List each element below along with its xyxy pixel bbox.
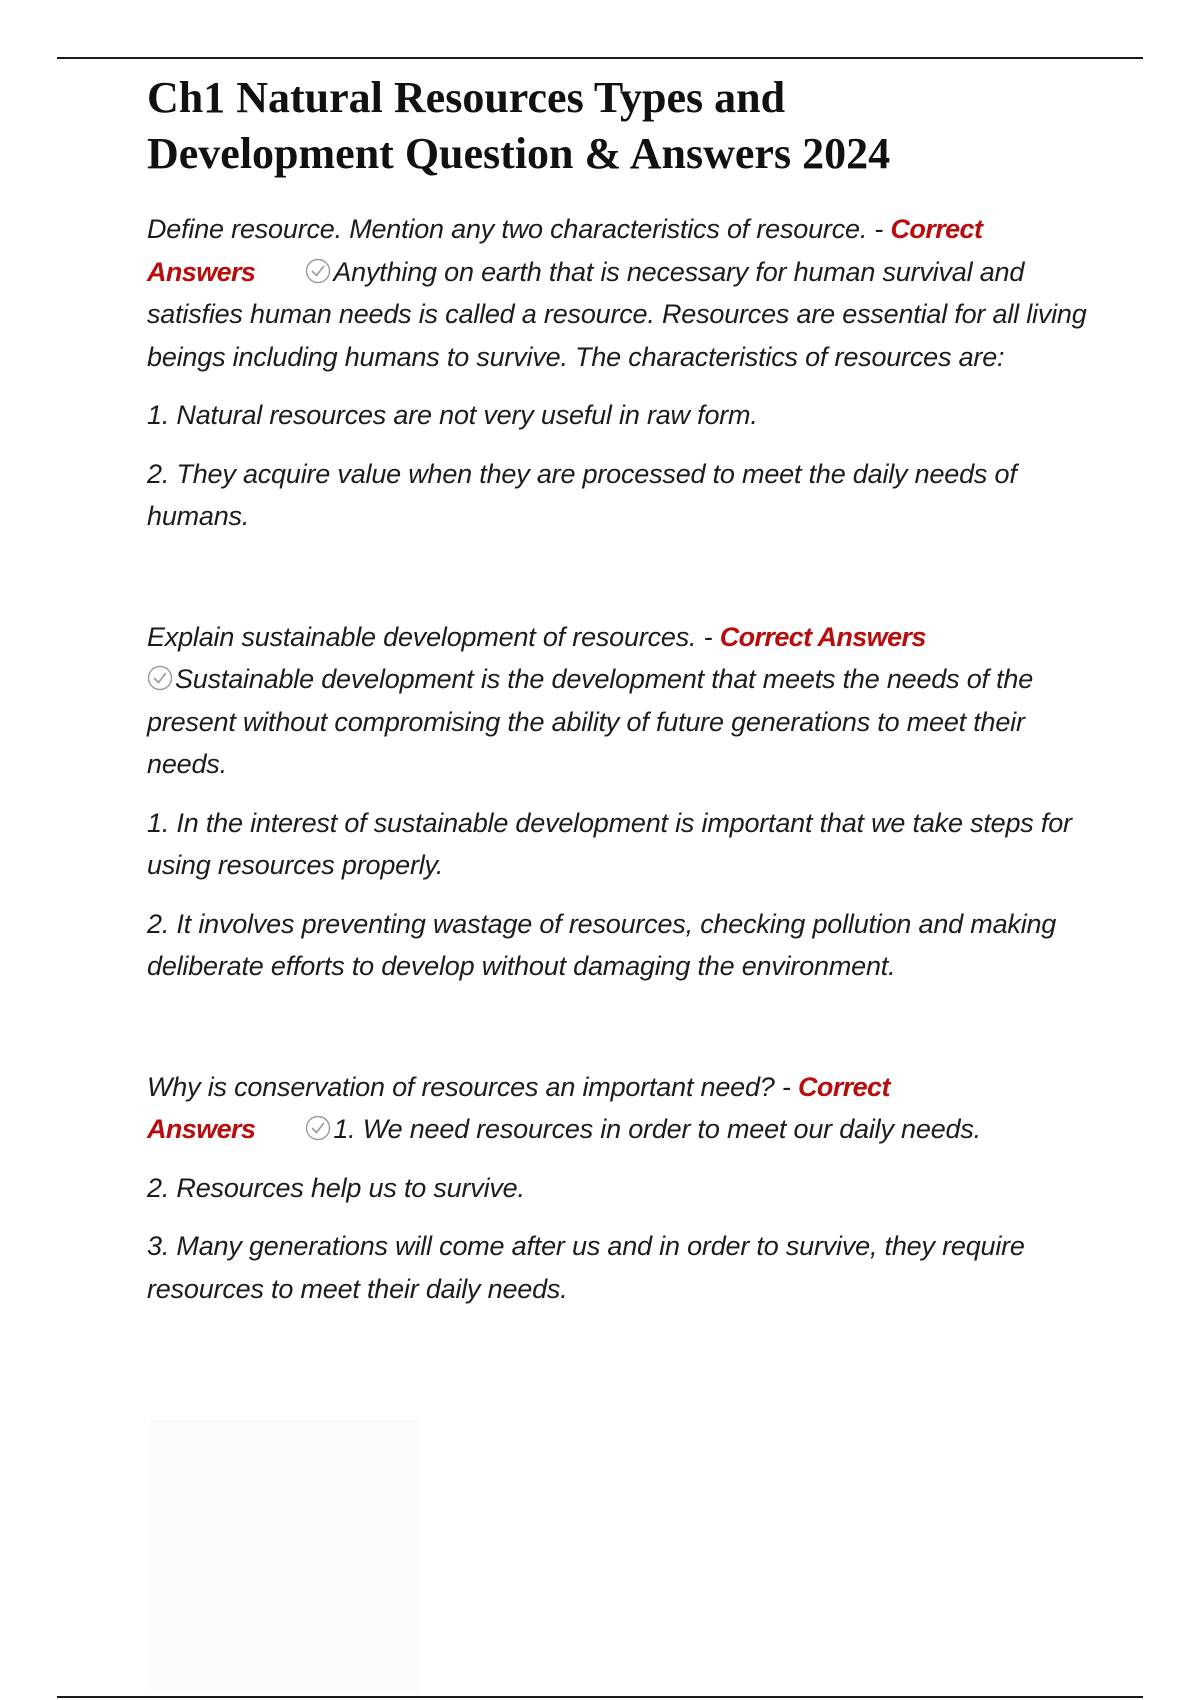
title-line-1: Ch1 Natural Resources Types and — [147, 73, 786, 122]
check-circle-icon — [305, 258, 331, 284]
question-2-text: Explain sustainable development of resources. - — [147, 621, 713, 652]
answer-3-text: 1. We need resources in order to meet our daily needs. — [333, 1114, 981, 1144]
correct-answers-label: Correct Answers — [147, 1071, 890, 1144]
correct-answers-label: Correct Answers — [719, 621, 926, 652]
document-title — [147, 70, 1087, 182]
check-circle-icon — [147, 665, 173, 691]
answer-2-point-1: 1. In the interest of sustainable development is important that we take steps for using resources properly. — [147, 807, 1072, 880]
question-3-paragraph — [147, 1066, 1087, 1151]
answer-1-point-2: 2. They acquire value when they are processed to meet the daily needs of humans. — [147, 458, 1017, 531]
answer-2-text: Sustainable development is the development that meets the needs of the present without compromising the ability of future generations to meet their needs. — [147, 664, 1034, 779]
answer-3-point-2: 3. Many generations will come after us and in order to survive, they require resources to meet their daily needs. — [147, 1231, 1025, 1304]
check-circle-icon — [305, 1115, 331, 1141]
answer-1-point-1: 1. Natural resources are not very useful in raw form. — [147, 400, 758, 430]
page-shading — [150, 1420, 420, 1690]
qa-block-2 — [147, 616, 1087, 988]
answer-2-point-2: 2. It involves preventing wastage of resources, checking pollution and making deliberate efforts to develop without damaging the environment. — [147, 908, 1057, 981]
answer-3-point-1: 2. Resources help us to survive. — [147, 1172, 525, 1203]
top-rule — [57, 57, 1143, 59]
question-3-text: Why is conservation of resources an important need? - — [147, 1071, 791, 1102]
question-1-paragraph — [147, 208, 1087, 378]
qa-block-1 — [147, 208, 1087, 538]
qa-block-3 — [147, 1066, 1087, 1311]
question-1-text: Define resource. Mention any two characteristics of resource. - — [147, 214, 884, 244]
document-page — [147, 70, 1087, 1326]
question-2-paragraph — [147, 616, 1087, 786]
bottom-rule — [57, 1696, 1143, 1698]
answer-1-text: Anything on earth that is necessary for human survival and satisfies human needs is called a resource. Resources are essential for all living beings including humans to survive. The characteristics of resources are: — [147, 256, 1087, 372]
correct-answers-label: Correct Answers — [147, 214, 983, 287]
title-line-2: Development Question & Answers 2024 — [147, 129, 891, 178]
